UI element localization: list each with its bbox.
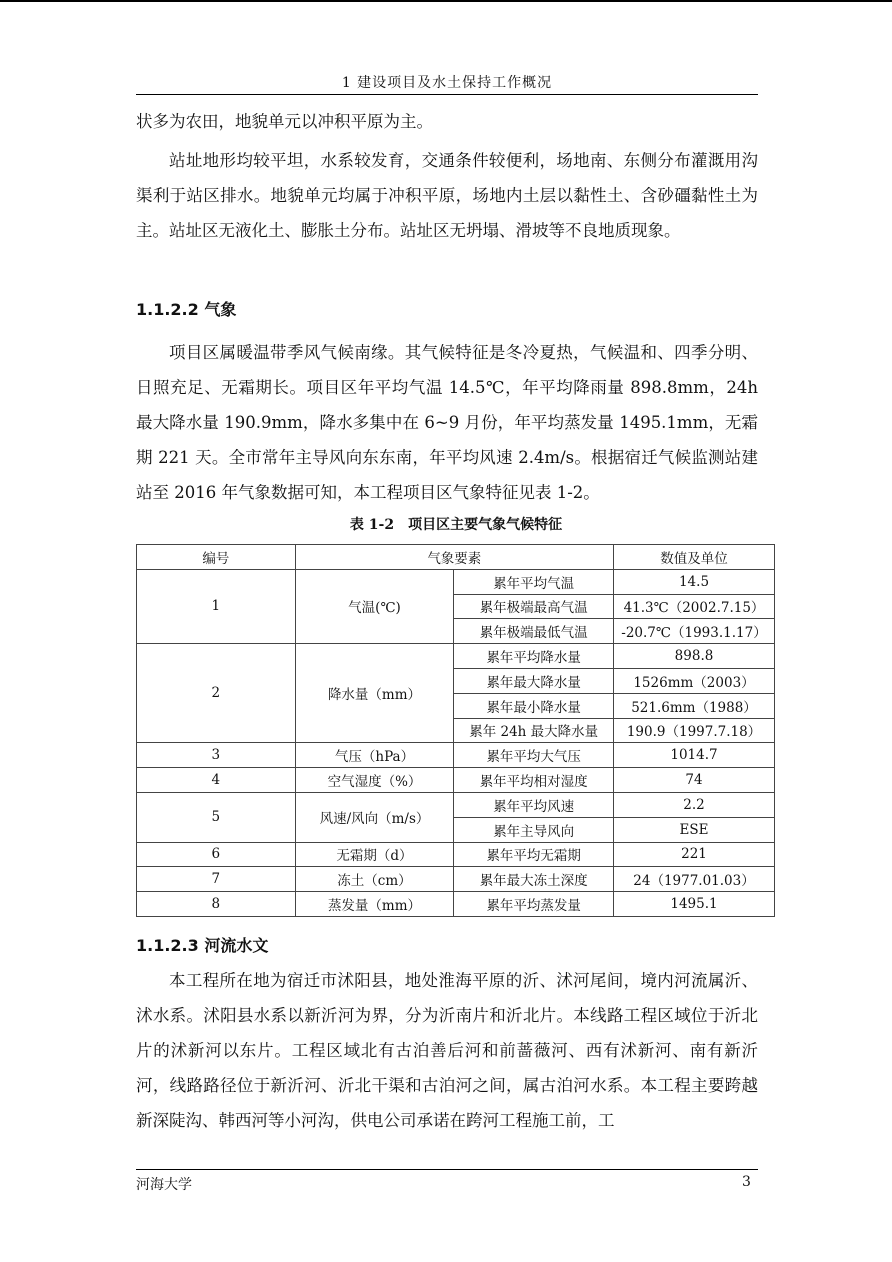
row-value: 190.9（1997.7.18）: [614, 718, 775, 743]
row-item: 累年平均大气压: [454, 743, 614, 768]
row-number: 1: [137, 569, 296, 643]
heading-weather: 1.1.2.2 气象: [136, 300, 237, 319]
row-value: 1526mm（2003）: [614, 668, 775, 693]
paragraph-climate: 项目区属暖温带季风气候南缘。其气候特征是冬冷夏热，气候温和、四季分明、日照充足、无霜期长。项目区年平均气温 14.5℃，年平均降雨量 898.8mm，24h 最大降水量 190.9mm，降水多集中在 6~9 月份，年平均蒸发量 1495.1mm，无霜期 221 天。全市常年主导风向东东南，年平均风速 2.4m/s。根据宿迁气候监测站建站至 2016 年气象数据可知，本工程项目区气象特征见表 1-2。: [136, 343, 758, 502]
row-value: 41.3℃（2002.7.15）: [614, 594, 775, 619]
header-value: 数值及单位: [614, 545, 775, 570]
row-item: 累年平均无霜期: [454, 842, 614, 867]
row-item: 累年平均降水量: [454, 644, 614, 669]
row-item: 累年 24h 最大降水量: [454, 718, 614, 743]
heading-river-hydrology: 1.1.2.3 河流水文: [136, 936, 269, 955]
header-rule: [136, 94, 758, 95]
row-value: 898.8: [614, 644, 775, 669]
row-item: 累年平均蒸发量: [454, 892, 614, 917]
row-value: 1495.1: [614, 892, 775, 917]
row-item: 累年主导风向: [454, 817, 614, 842]
row-item: 累年最小降水量: [454, 693, 614, 718]
footer-rule: [136, 1169, 758, 1170]
table-caption: 表 1-2 项目区主要气象气候特征: [349, 517, 563, 533]
row-number: 7: [137, 867, 296, 892]
table-row: [137, 768, 775, 793]
table-header-row: [137, 545, 775, 570]
top-border: [0, 0, 892, 2]
climate-table: [136, 544, 775, 917]
row-value: ESE: [614, 817, 775, 842]
header-number: 编号: [137, 545, 296, 570]
table-row: [137, 743, 775, 768]
row-item: 累年平均风速: [454, 792, 614, 817]
row-number: 8: [137, 892, 296, 917]
row-element: 降水量（mm）: [295, 644, 454, 743]
table-row: [137, 644, 775, 669]
paragraph-landform-end: 状多为农田，地貌单元以冲积平原为主。: [136, 112, 433, 131]
paragraph-river: 本工程所在地为宿迁市沭阳县，地处淮海平原的沂、沭河尾间，境内河流属沂、沭水系。沭阳县水系以新沂河为界，分为沂南片和沂北片。本线路工程区域位于沂北片的沭新河以东片。工程区域北有古泊善后河和前蔷薇河、西有沭新河、南有新沂河，线路路径位于新沂河、沂北干渠和古泊河之间，属古泊河水系。本工程主要跨越新深陡沟、韩西河等小河沟，供电公司承诺在跨河工程施工前，工: [136, 971, 758, 1130]
running-header: 1 建设项目及水土保持工作概况: [341, 75, 553, 91]
row-value: 14.5: [614, 569, 775, 594]
table-row: [137, 842, 775, 867]
table-row: [137, 792, 775, 817]
table-row: [137, 867, 775, 892]
row-item: 累年平均相对湿度: [454, 768, 614, 793]
row-number: 6: [137, 842, 296, 867]
row-element: 空气湿度（%）: [295, 768, 454, 793]
row-number: 3: [137, 743, 296, 768]
row-value: -20.7℃（1993.1.17）: [614, 619, 775, 644]
row-item: 累年极端最高气温: [454, 594, 614, 619]
row-item: 累年最大冻土深度: [454, 867, 614, 892]
row-value: 2.2: [614, 792, 775, 817]
row-element: 风速/风向（m/s）: [295, 792, 454, 842]
row-number: 5: [137, 792, 296, 842]
row-number: 2: [137, 644, 296, 743]
row-value: 74: [614, 768, 775, 793]
row-value: 221: [614, 842, 775, 867]
footer-institution: 河海大学: [136, 1177, 192, 1193]
row-item: 累年极端最低气温: [454, 619, 614, 644]
row-element: 气压（hPa）: [295, 743, 454, 768]
table-row: [137, 569, 775, 594]
row-value: 1014.7: [614, 743, 775, 768]
row-element: 蒸发量（mm）: [295, 892, 454, 917]
row-item: 累年最大降水量: [454, 668, 614, 693]
row-number: 4: [137, 768, 296, 793]
header-element: 气象要素: [295, 545, 613, 570]
paragraph-site-terrain: 站址地形均较平坦，水系较发育，交通条件较便利，场地南、东侧分布灌溉用沟渠利于站区排水。地貌单元均属于冲积平原，场地内土层以黏性土、含砂礓黏性土为主。站址区无液化土、膨胀土分布。站址区无坍塌、滑坡等不良地质现象。: [136, 151, 758, 240]
row-value: 24（1977.01.03）: [614, 867, 775, 892]
row-element: 冻土（cm）: [295, 867, 454, 892]
page-number: 3: [742, 1174, 751, 1190]
table-row: [137, 892, 775, 917]
row-value: 521.6mm（1988）: [614, 693, 775, 718]
row-element: 无霜期（d）: [295, 842, 454, 867]
row-item: 累年平均气温: [454, 569, 614, 594]
row-element: 气温(℃): [295, 569, 454, 643]
